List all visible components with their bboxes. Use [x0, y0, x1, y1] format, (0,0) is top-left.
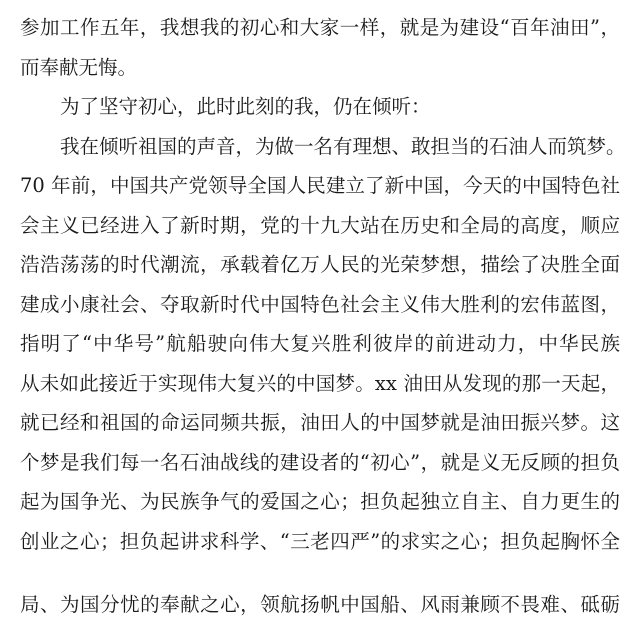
text-line: 浩浩荡荡的时代潮流，承载着亿万人民的光荣梦想，描绘了决胜全面: [20, 253, 620, 276]
text-line: 局、为国分忧的奉献之心，领航扬帆中国船、风雨兼顾不畏难、砥砺: [20, 593, 620, 616]
text-line: 70 年前，中国共产党领导全国人民建立了新中国，今天的中国特色社: [20, 174, 620, 197]
text-line: 从未如此接近于实现伟大复兴的中国梦。xx 油田从发现的那一天起，: [20, 372, 620, 395]
text-line: 而奉献无悔。: [20, 56, 138, 79]
text-line: 起为国争光、为民族争气的爱国之心；担负起独立自主、自力更生的: [20, 490, 620, 513]
text-line: 参加工作五年，我想我的初心和大家一样，就是为建设“百年油田”，: [20, 16, 620, 39]
text-line: 建成小康社会、夺取新时代中国特色社会主义伟大胜利的宏伟蓝图，: [20, 293, 620, 316]
text-line: 就已经和祖国的命运同频共振，油田人的中国梦就是油田振兴梦。这: [20, 411, 620, 434]
text-line: 个梦是我们每一名石油战线的建设者的“初心”，就是义无反顾的担负: [20, 451, 620, 474]
paragraph-line: 我在倾听祖国的声音，为做一名有理想、敢担当的石油人而筑梦。: [60, 135, 626, 158]
paragraph-line: 为了坚守初心，此时此刻的我，仍在倾听：: [60, 95, 431, 118]
text-line: 会主义已经进入了新时期，党的十九大站在历史和全局的高度，顺应: [20, 214, 620, 237]
text-line: 指明了“中华号”航船驶向伟大复兴胜利彼岸的前进动力，中华民族: [20, 332, 620, 355]
text-line: 创业之心；担负起讲求科学、“三老四严”的求实之心；担负起胸怀全: [20, 530, 620, 553]
